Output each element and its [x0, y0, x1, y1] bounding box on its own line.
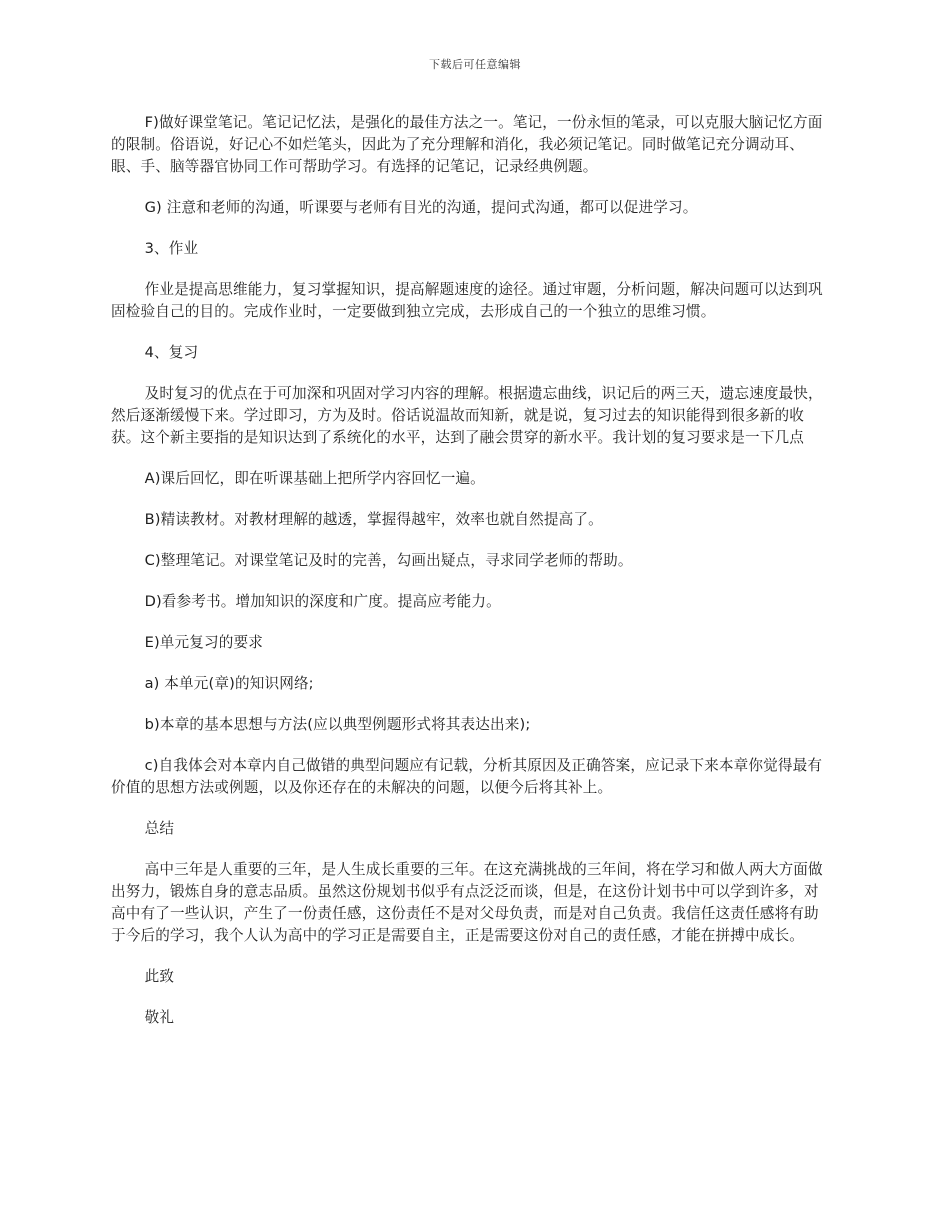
- section-heading-review: 4、复习: [144, 344, 199, 361]
- list-item-a: A)课后回忆，即在听课基础上把所学内容回忆一遍。: [144, 470, 485, 487]
- list-item-e: E)单元复习的要求: [144, 634, 263, 651]
- paragraph-communication: G) 注意和老师的沟通，听课要与老师有目光的沟通，提问式沟通，都可以促进学习。: [144, 199, 698, 216]
- sub-item-a: a) 本单元(章)的知识网络;: [144, 675, 314, 692]
- document-body: [111, 112, 833, 1048]
- list-item-d: D)看参考书。增加知识的深度和广度。提高应考能力。: [144, 593, 501, 610]
- sub-item-b: b)本章的基本思想与方法(应以典型例题形式将其表达出来);: [144, 716, 531, 733]
- list-item-b: B)精读教材。对教材理解的越透，掌握得越牢，效率也就自然提高了。: [144, 511, 603, 528]
- section-heading-summary: 总结: [144, 820, 175, 837]
- sub-item-c: c)自我体会对本章内自己做错的典型问题应有记载，分析其原因及正确答案，应记录下来本章你觉得最有价值的思想方法或例题，以及你还存在的未解决的问题，以便今后将其补上。: [111, 757, 823, 796]
- page-header: 下载后可任意编辑: [429, 58, 521, 71]
- paragraph-review: 及时复习的优点在于可加深和巩固对学习内容的理解。根据遗忘曲线，识记后的两三天，遗忘速度最快，然后逐渐缓慢下来。学过即习，方为及时。俗话说温故而知新，就是说，复习过去的知识能得到很多新的收获。这个新主要指的是知识达到了系统化的水平，达到了融会贯穿的新水平。我计划的复习要求是一下几点: [111, 385, 823, 446]
- closing-regards: 敬礼: [144, 1009, 175, 1026]
- closing-salutation: 此致: [144, 968, 175, 985]
- list-item-c: C)整理笔记。对课堂笔记及时的完善，勾画出疑点，寻求同学老师的帮助。: [144, 552, 633, 569]
- paragraph-notes: F)做好课堂笔记。笔记记忆法，是强化的最佳方法之一。笔记，一份永恒的笔录，可以克服大脑记忆方面的限制。俗语说，好记心不如烂笔头，因此为了充分理解和消化，我必须记笔记。同时做笔记充分调动耳、眼、手、脑等器官协同工作可帮助学习。有选择的记笔记，记录经典例题。: [111, 114, 823, 175]
- paragraph-summary: 高中三年是人重要的三年，是人生成长重要的三年。在这充满挑战的三年间，将在学习和做人两大方面做出努力，锻炼自身的意志品质。虽然这份规划书似乎有点泛泛而谈，但是，在这份计划书中可以学到许多，对高中有了一些认识，产生了一份责任感，这份责任不是对父母负责，而是对自己负责。我信任这责任感将有助于今后的学习，我个人认为高中的学习正是需要自主，正是需要这份对自己的责任感，才能在拼搏中成长。: [111, 861, 823, 944]
- paragraph-homework: 作业是提高思维能力，复习掌握知识，提高解题速度的途径。通过审题，分析问题，解决问题可以达到巩固检验自己的目的。完成作业时，一定要做到独立完成，去形成自己的一个独立的思维习惯。: [111, 281, 823, 320]
- section-heading-homework: 3、作业: [144, 240, 199, 257]
